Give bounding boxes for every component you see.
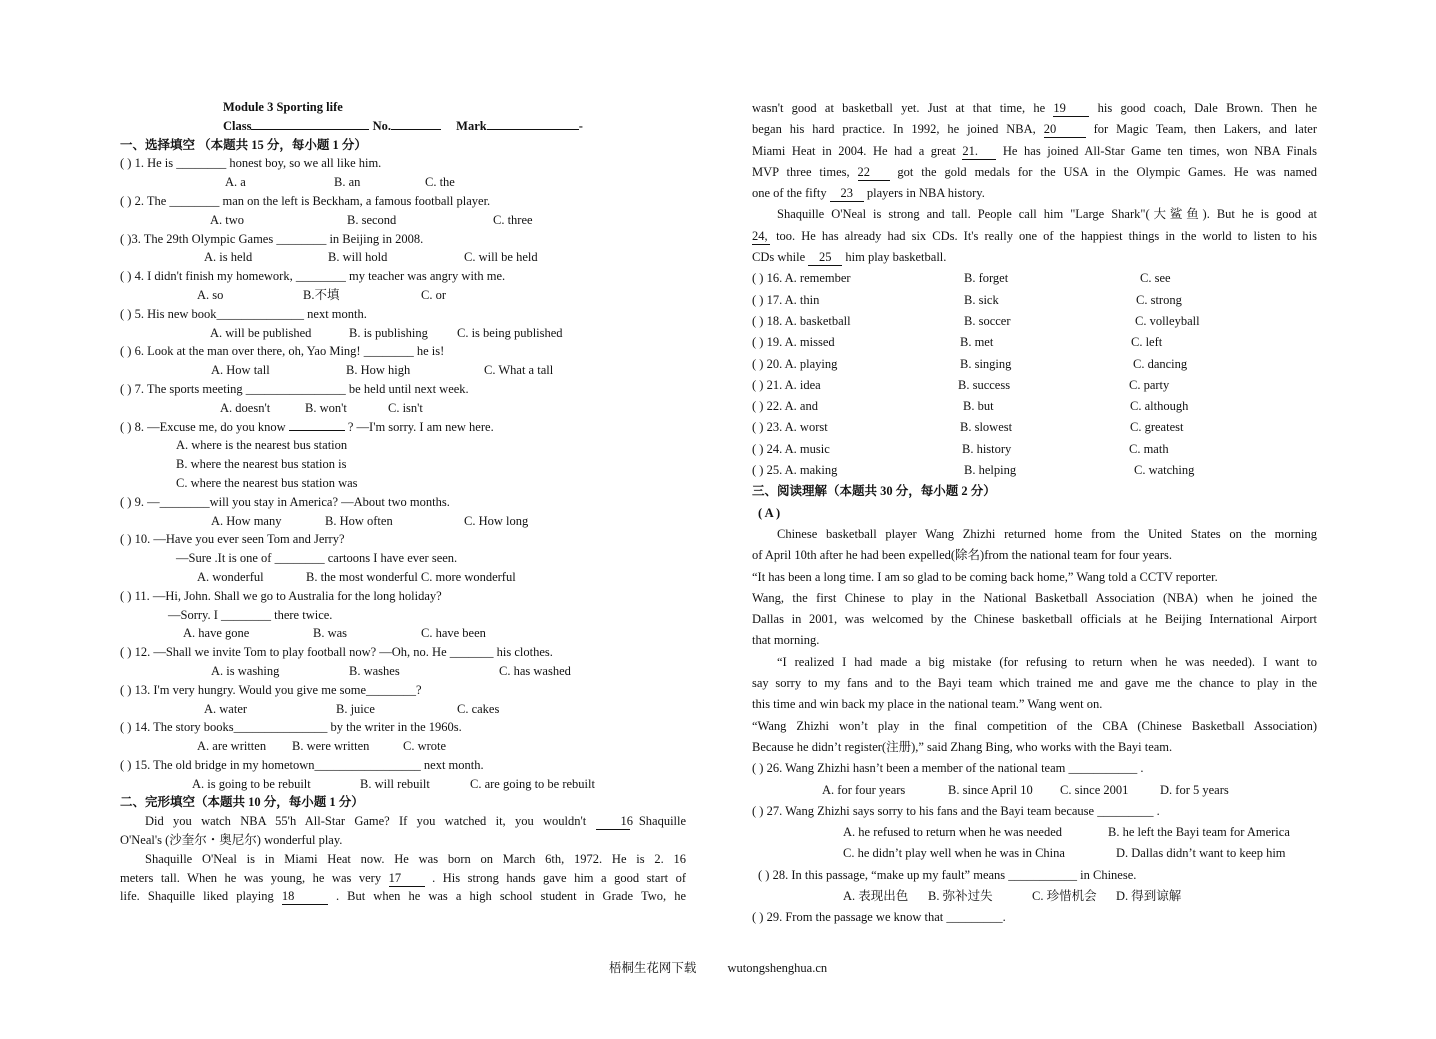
option[interactable]: A. 表现出色 <box>843 888 909 903</box>
student-info-line <box>120 117 686 136</box>
question-11: ( ) 11. —Hi, John. Shall we go to Australia for the long holiday? <box>120 588 442 603</box>
option[interactable]: B. an <box>334 175 361 190</box>
class-blank[interactable] <box>251 129 369 130</box>
blank-20[interactable]: 20 <box>1044 122 1086 138</box>
section3-title: 三、阅读理解（本题共 30 分，每小题 2 分） <box>752 484 996 499</box>
question-12-options <box>120 662 686 681</box>
option[interactable]: B. forget <box>964 271 1009 286</box>
question-13-options <box>120 700 686 719</box>
option[interactable]: C. 珍惜机会 <box>1032 888 1097 903</box>
option[interactable]: B. history <box>962 441 1012 456</box>
option[interactable]: C. strong <box>1136 292 1182 307</box>
question-2: ( ) 2. The ________ man on the left is Beckham, a famous football player. <box>120 193 491 208</box>
cloze-line: Miami Heat in 2004. He had a great 21. He has joined All-Star Game ten times, won NBA Finals <box>752 143 1317 158</box>
mark-end: - <box>578 118 583 133</box>
blank-19[interactable]: 19 <box>1053 101 1089 117</box>
cloze-question-21 <box>752 375 1317 396</box>
option[interactable]: C. three <box>493 212 533 227</box>
question-3-options <box>120 248 686 267</box>
passage-line: Chinese basketball player Wang Zhizhi returned home from the United States on the morning <box>777 526 1317 541</box>
option[interactable]: B. he left the Bayi team for America <box>1108 825 1290 840</box>
section1-title: 一、选择填空 （本题共 15 分，每小题 1 分） <box>120 137 367 152</box>
option[interactable]: B. washes <box>349 663 400 678</box>
option[interactable]: A. two <box>210 212 245 227</box>
right-column <box>752 98 1317 929</box>
question-27-options <box>752 822 1317 843</box>
question-1: ( ) 1. He is ________ honest boy, so we all like him. <box>120 156 382 171</box>
cloze-question-23 <box>752 417 1317 438</box>
question-7: ( ) 7. The sports meeting ________________ be held until next week. <box>120 381 469 396</box>
no-blank[interactable] <box>391 129 441 130</box>
option[interactable]: ( ) 22. A. and <box>752 399 818 414</box>
blank-23[interactable]: 23 <box>830 186 864 202</box>
option[interactable]: C. dancing <box>1133 356 1188 371</box>
question-15-options <box>120 775 686 794</box>
option[interactable]: D. Dallas didn’t want to keep him <box>1116 846 1286 861</box>
passage-line: Dallas in 2001, was welcomed by the Chinese basketball officials at he Beijing International Airport <box>752 612 1317 627</box>
passage-line: this time and win back my place in the national team.” Wang went on. <box>752 697 1103 712</box>
option[interactable]: A. are written <box>197 739 267 754</box>
section2-title: 二、完形填空（本题共 10 分，每小题 1 分） <box>120 795 364 810</box>
option[interactable]: C. have been <box>421 626 486 641</box>
option[interactable]: A. How many <box>211 513 282 528</box>
cloze-line: Shaquille O'Neal is strong and tall. People call him "Large Shark"(大鲨鱼). But he is good at <box>777 207 1317 222</box>
passage-line: “I realized I had made a big mistake (for refusing to return when he was needed). I want to <box>777 654 1317 669</box>
question-14-options <box>120 737 686 756</box>
footer-site-name: 梧桐生花网下载 <box>608 961 697 975</box>
option[interactable]: D. 得到谅解 <box>1116 888 1182 903</box>
question-27-options <box>752 843 1317 864</box>
blank-25[interactable]: 25 <box>808 250 842 266</box>
question-5: ( ) 5. His new book______________ next month. <box>120 306 367 321</box>
passage-line: Because he didn’t register(注册),” said Zhang Bing, who works with the Bayi team. <box>752 739 1173 754</box>
question-11-options <box>120 624 686 643</box>
blank-17[interactable]: 17 <box>389 871 425 887</box>
option[interactable]: B. 弥补过失 <box>928 888 993 903</box>
option[interactable]: C. are going to be rebuilt <box>470 776 595 791</box>
option[interactable]: B. where the nearest bus station is <box>176 457 347 472</box>
footer-site-url[interactable]: wutongshenghua.cn <box>727 961 828 975</box>
option[interactable]: C. has washed <box>499 663 571 678</box>
answer-blank[interactable] <box>289 430 345 431</box>
cloze-line: one of the fifty 23 players in NBA history. <box>752 186 985 201</box>
cloze-line: O'Neal's (沙奎尔・奥尼尔) wonderful play. <box>120 833 343 848</box>
passage-line: of April 10th after he had been expelled(除名)from the national team for four years. <box>752 548 1172 563</box>
question-14: ( ) 14. The story books_______________ by the writer in the 1960s. <box>120 720 462 735</box>
option[interactable]: C. wrote <box>403 739 447 754</box>
cloze-question-22 <box>752 396 1317 417</box>
question-4-options <box>120 286 686 305</box>
left-column <box>120 98 686 906</box>
option[interactable]: ( ) 25. A. making <box>752 463 838 478</box>
question-5-options <box>120 324 686 343</box>
option[interactable]: C. is being published <box>457 325 563 340</box>
option[interactable]: A. he refused to return when he was needed <box>843 825 1063 840</box>
option[interactable]: ( ) 23. A. worst <box>752 420 828 435</box>
question-9: ( ) 9. —________will you stay in America? —About two months. <box>120 494 450 509</box>
blank-18[interactable]: 18 <box>282 889 328 905</box>
option[interactable]: C. cakes <box>457 701 500 716</box>
question-11-line2: —Sorry. I ________ there twice. <box>168 607 333 622</box>
option[interactable]: A. so <box>197 287 224 302</box>
cloze-question-16 <box>752 268 1317 289</box>
question-7-options <box>120 399 686 418</box>
passage-a-label: ( A ) <box>758 505 781 520</box>
option[interactable]: B. How high <box>346 363 411 378</box>
option[interactable]: A. for four years <box>822 782 906 797</box>
option[interactable]: ( ) 20. A. playing <box>752 356 838 371</box>
option[interactable]: B. won't <box>305 400 347 415</box>
cloze-line: MVP three times, 22 got the gold medals for the USA in the Olympic Games. He was named <box>752 164 1317 179</box>
question-27: ( ) 27. Wang Zhizhi says sorry to his fans and the Bayi team because _________ . <box>752 803 1160 818</box>
passage-line: “It has been a long time. I am so glad to be coming back home,” Wang told a CCTV reporter. <box>752 569 1218 584</box>
option[interactable]: B. soccer <box>964 313 1011 328</box>
option[interactable]: D. for 5 years <box>1160 782 1229 797</box>
mark-label: Mark <box>456 118 487 133</box>
blank-21[interactable]: 21. <box>962 144 996 160</box>
option[interactable]: ( ) 17. A. thin <box>752 292 820 307</box>
option[interactable]: C. math <box>1129 441 1169 456</box>
cloze-line: Did you watch NBA 55'h All-Star Game? If you watched it, you wouldn't 16 Shaquille <box>145 814 686 829</box>
option[interactable]: A. is going to be rebuilt <box>192 776 311 791</box>
option[interactable]: B. success <box>958 377 1011 392</box>
cloze-line: life. Shaquille liked playing 18 . But when he was a high school student in Grade Two, he <box>120 889 686 904</box>
option[interactable]: B. but <box>963 399 994 414</box>
option[interactable]: C. isn't <box>388 400 423 415</box>
option[interactable]: B. met <box>960 335 994 350</box>
option[interactable]: A. doesn't <box>220 400 271 415</box>
question-28: ( ) 28. In this passage, “make up my fault” means ___________ in Chinese. <box>758 867 1137 882</box>
question-2-options <box>120 211 686 230</box>
option[interactable]: ( ) 16. A. remember <box>752 271 851 286</box>
question-26-options <box>752 780 1317 801</box>
option[interactable]: C. see <box>1140 271 1171 286</box>
option[interactable]: C. he didn’t play well when he was in China <box>843 846 1065 861</box>
cloze-line: CDs while 25 him play basketball. <box>752 250 947 265</box>
option[interactable]: C. where the nearest bus station was <box>176 475 358 490</box>
question-12: ( ) 12. —Shall we invite Tom to play football now? —Oh, no. He _______ his clothes. <box>120 645 553 660</box>
option[interactable]: C. left <box>1131 335 1163 350</box>
passage-line: that morning. <box>752 633 820 648</box>
question-4: ( ) 4. I didn't finish my homework, ________ my teacher was angry with me. <box>120 269 506 284</box>
cloze-line: began his hard practice. In 1992, he joined NBA, 20 for Magic Team, then Lakers, and later <box>752 122 1317 137</box>
cloze-question-20 <box>752 354 1317 375</box>
question-28-options <box>752 886 1317 907</box>
question-6: ( ) 6. Look at the man over there, oh, Yao Ming! ________ he is! <box>120 344 445 359</box>
option[interactable]: B. the most wonderful C. more wonderful <box>306 569 516 584</box>
cloze-line: wasn't good at basketball yet. Just at that time, he 19 his good coach, Dale Brown. Then he <box>752 101 1317 115</box>
option[interactable]: C. since 2001 <box>1060 782 1129 797</box>
option[interactable]: A. have gone <box>183 626 250 641</box>
cloze-line: Shaquille O'Neal is in Miami Heat now. He was born on March 6th, 1972. He is 2. 16 <box>145 851 686 866</box>
option[interactable]: B. since April 10 <box>948 782 1033 797</box>
option[interactable]: B. will hold <box>328 250 388 265</box>
question-9-options <box>120 512 686 531</box>
option[interactable]: A. wonderful <box>197 569 264 584</box>
cloze-question-18 <box>752 311 1317 332</box>
blank-24[interactable]: 24, <box>752 229 770 245</box>
cloze-question-24 <box>752 439 1317 460</box>
module-title: Module 3 Sporting life <box>223 100 343 114</box>
option[interactable]: ( ) 24. A. music <box>752 441 830 456</box>
question-10: ( ) 10. —Have you ever seen Tom and Jerry? <box>120 532 345 547</box>
class-label: Class <box>223 118 252 133</box>
option[interactable]: B. juice <box>336 701 375 716</box>
option[interactable]: B. will rebuilt <box>360 776 430 791</box>
option[interactable]: A. water <box>204 701 248 716</box>
cloze-choices-list <box>752 268 1317 481</box>
option[interactable]: C. How long <box>464 513 529 528</box>
option[interactable]: B. sick <box>964 292 999 307</box>
option[interactable]: A. where is the nearest bus station <box>176 438 348 453</box>
question-6-options <box>120 361 686 380</box>
option[interactable]: A. a <box>225 175 246 190</box>
no-label: No. <box>372 118 392 133</box>
option[interactable]: ( ) 19. A. missed <box>752 335 835 350</box>
option[interactable]: B. How often <box>325 513 393 528</box>
passage-line: Wang, the first Chinese to play in the National Basketball Association (NBA) when he joined the <box>752 590 1317 605</box>
option[interactable]: C. greatest <box>1130 420 1184 435</box>
question-29: ( ) 29. From the passage we know that _________. <box>752 910 1006 925</box>
question-8: ( ) 8. —Excuse me, do you know ? —I'm sorry. I am new here. <box>120 419 494 434</box>
option[interactable]: B. were written <box>292 739 370 754</box>
blank-22[interactable]: 22 <box>858 165 890 181</box>
mark-blank[interactable] <box>487 129 579 130</box>
question-26: ( ) 26. Wang Zhizhi hasn’t been a member of the national team ___________ . <box>752 761 1144 776</box>
option[interactable]: A. is washing <box>211 663 280 678</box>
mcq-list <box>120 154 686 793</box>
option[interactable]: B. slowest <box>960 420 1013 435</box>
option[interactable]: B. helping <box>964 463 1017 478</box>
option[interactable]: C. or <box>421 287 446 302</box>
option[interactable]: A. will be published <box>210 325 312 340</box>
option[interactable]: C. party <box>1129 377 1170 392</box>
question-10-options <box>120 568 686 587</box>
question-1-options <box>120 173 686 192</box>
cloze-line: 24, too. He has already had six CDs. It's really one of the happiest things in the world to listen to his <box>752 228 1317 243</box>
option[interactable]: B. second <box>347 212 397 227</box>
option[interactable]: ( ) 18. A. basketball <box>752 313 851 328</box>
cloze-question-19 <box>752 332 1317 353</box>
option[interactable]: A. How tall <box>211 363 270 378</box>
passage-line: say sorry to my fans and to the Bayi team which trained me and gave me the chance to play in the <box>752 676 1317 691</box>
cloze-question-25 <box>752 460 1317 481</box>
cloze-line: meters tall. When he was young, he was very 17 . His strong hands gave him a good start of <box>120 870 686 885</box>
option[interactable]: B.不填 <box>303 287 340 302</box>
option[interactable]: C. the <box>425 175 455 190</box>
footer <box>0 958 1436 976</box>
option[interactable]: A. is held <box>204 250 253 265</box>
option[interactable]: C. What a tall <box>484 363 554 378</box>
option[interactable]: C. volleyball <box>1135 313 1200 328</box>
question-10-line2: —Sure .It is one of ________ cartoons I have ever seen. <box>176 551 458 566</box>
option[interactable]: C. will be held <box>464 250 538 265</box>
option[interactable]: ( ) 21. A. idea <box>752 377 821 392</box>
question-13: ( ) 13. I'm very hungry. Would you give me some________? <box>120 682 422 697</box>
option[interactable]: C. watching <box>1134 463 1195 478</box>
option[interactable]: B. singing <box>960 356 1012 371</box>
passage-line: “Wang Zhizhi won’t play in the final competition of the CBA (Chinese Basketball Association) <box>752 718 1317 733</box>
cloze-question-17 <box>752 290 1317 311</box>
blank-16[interactable]: 16 <box>596 814 630 830</box>
option[interactable]: B. was <box>313 626 348 641</box>
question-15: ( ) 15. The old bridge in my hometown_________________ next month. <box>120 757 484 772</box>
option[interactable]: C. although <box>1130 399 1189 414</box>
question-3: ( )3. The 29th Olympic Games ________ in Beijing in 2008. <box>120 231 424 246</box>
option[interactable]: B. is publishing <box>349 325 428 340</box>
